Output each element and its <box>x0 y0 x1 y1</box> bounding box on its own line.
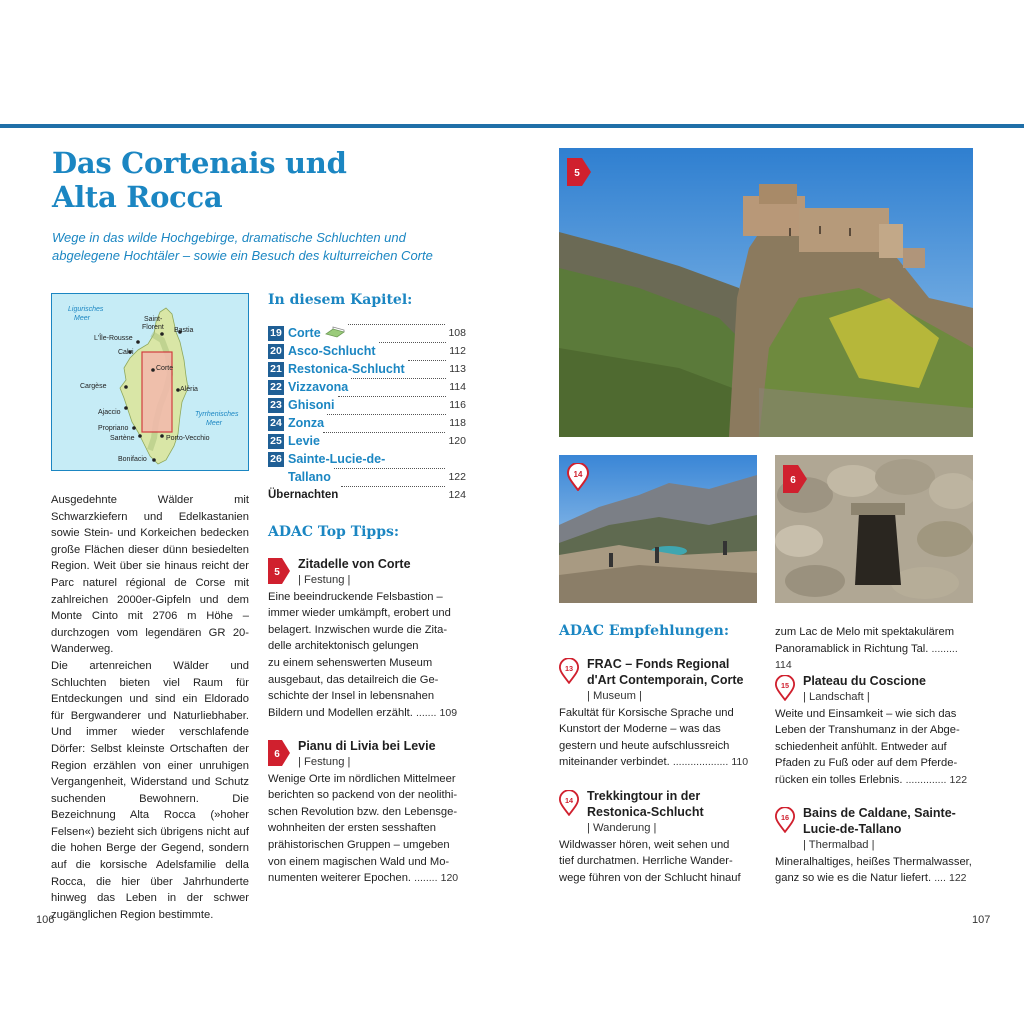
toc-page: 113 <box>449 363 466 375</box>
toc-name: Corte <box>288 326 321 340</box>
toc-number: 19 <box>268 326 284 341</box>
empfehlung <box>775 805 973 887</box>
map-label-porto-vecchio: Porto-Vecchio <box>166 435 210 442</box>
svg-text:14: 14 <box>573 470 583 479</box>
empfehlungen-heading: ADAC Empfehlungen: <box>559 623 729 639</box>
svg-text:5: 5 <box>574 168 580 179</box>
map-label-cargese: Cargèse <box>80 383 107 390</box>
toc-name: Restonica-Schlucht <box>288 362 405 376</box>
chapter-title: Das Cortenais und Alta Rocca <box>52 146 347 214</box>
empfehlung-page: 122 <box>949 773 968 786</box>
top-tipps-heading: ADAC Top Tipps: <box>268 524 400 540</box>
tipp-category: | Festung | <box>298 574 351 586</box>
toc-name: Asco-Schlucht <box>288 344 376 358</box>
tipp-text: Wenige Orte im nördlichen Mittelmeer berichten so packend von der neolithi- schen Revolution bzw. den Lebensge- wohnheiten der ersten sesshaften prähistorischen Gruppen – umgeben von einem magischen Wald und Mo- numenten weiterer Epochen. ........ 120 <box>268 772 459 885</box>
toc-name: Zonza <box>288 416 325 430</box>
map-label-saint: Saint- <box>144 316 163 323</box>
empfehlung-continued <box>775 624 973 674</box>
empfehlung-text: Wildwasser hören, weit sehen und tief durchatmen. Herrliche Wander- wege führen von der Schlucht hinauf <box>559 838 741 884</box>
empfehlung-title: Plateau du Coscione <box>803 674 926 688</box>
toc-name: Tallano <box>288 470 331 484</box>
svg-text:13: 13 <box>564 664 574 673</box>
map-label-ligurian-sea-1: Ligurisches <box>68 306 104 313</box>
top-tipp <box>268 738 466 887</box>
map-label-ile-rousse: L'Île-Rousse <box>94 335 133 342</box>
map-book-icon <box>325 326 345 338</box>
svg-text:15: 15 <box>780 681 790 690</box>
photo-badge-icon <box>783 465 807 493</box>
toc-heading: In diesem Kapitel: <box>268 292 413 308</box>
toc-item[interactable] <box>268 432 466 450</box>
chapter-toc <box>268 324 466 504</box>
empfehlung-page: 122 <box>948 872 967 885</box>
toc-item[interactable] <box>268 450 466 468</box>
map-label-aleria: Aléria <box>180 386 198 393</box>
toc-name: Übernachten <box>268 489 339 501</box>
photo-citadel-corte <box>559 148 973 437</box>
top-tipp <box>268 556 466 721</box>
map-label-calvi: Calvi <box>118 349 134 356</box>
map-label-ajaccio: Ajaccio <box>98 409 121 416</box>
toc-item-overnight[interactable] <box>268 486 466 504</box>
photo-badge-icon <box>567 158 591 186</box>
map-pin-icon <box>559 790 579 816</box>
map-label-sartene: Sartène <box>110 435 135 442</box>
toc-number: 23 <box>268 398 284 413</box>
top-tipp-badge-icon <box>268 740 290 766</box>
page-number-left: 106 <box>36 914 55 926</box>
map-pin-icon <box>567 463 589 491</box>
empfehlung-title: Trekkingtour in der <box>587 789 701 803</box>
toc-page: 112 <box>449 345 466 357</box>
toc-number: 26 <box>268 452 284 467</box>
empfehlung-page: 114 <box>775 659 792 672</box>
photo-pianu-di-livia <box>775 455 973 603</box>
toc-item[interactable] <box>268 414 466 432</box>
map-label-propriano: Propriano <box>98 425 129 432</box>
tipp-title: Pianu di Livia bei Levie <box>298 739 436 753</box>
empfehlung-category: | Thermalbad | <box>803 839 875 851</box>
tipp-page: 120 <box>440 872 459 885</box>
map-label-ligurian-sea-2: Meer <box>74 315 90 322</box>
empfehlung-title: FRAC – Fonds Regional <box>587 657 730 671</box>
header-rule <box>0 124 1024 128</box>
intro-text <box>51 492 249 923</box>
tipp-category: | Festung | <box>298 756 351 768</box>
toc-name: Levie <box>288 434 320 448</box>
toc-page: 122 <box>448 471 466 483</box>
tipp-text: Eine beeindruckende Felsbastion – immer wieder umkämpft, erobert und belagert. Inzwischen wurde die Zita- delle architektonisch gelungen zu einem sehenswerten Museum ausgebaut, das detailreich die Ge- schichte der Insel in lebensnahen Bildern und Modellen erzählt. ....... 109 <box>268 590 458 719</box>
map-label-bastia: Bastia <box>174 327 194 334</box>
tipp-page: 109 <box>439 706 458 719</box>
empfehlung-text: Mineralhaltiges, heißes Thermalwasser, ganz so wie es die Natur liefert. .... 122 <box>775 855 972 885</box>
empfehlung-category: | Landschaft | <box>803 691 870 703</box>
toc-number: 24 <box>268 416 284 431</box>
toc-number: 20 <box>268 344 284 359</box>
empfehlung-text: Fakultät für Korsische Sprache und Kunstort der Moderne – was das gestern und heute aufschlussreich miteinander verbindet. ................... 110 <box>559 706 749 769</box>
empfehlung-text: zum Lac de Melo mit spektakulärem Panoramablick in Richtung Tal. ......... 114 <box>775 626 958 672</box>
map-label-bonifacio: Bonifacio <box>118 456 147 463</box>
toc-page: 116 <box>449 399 466 411</box>
citadel-photo-graphic <box>559 148 973 437</box>
toc-item[interactable] <box>268 360 466 378</box>
toc-name: Vizzavona <box>288 380 349 394</box>
photo-restonica-trek <box>559 455 757 603</box>
intro-paragraph: Ausgedehnte Wälder mit Schwarzkiefern und Edelkastanien sowie Stein- und Korkeichen bedecken große Flächen dieser dünn besiedelten Region. Weit über sie hinaus reicht der Parc naturel régional de Corse mit zahlreichen 2000er-Gipfeln und dem Monte Cinto mit 2706 m Höhe – durchzogen vom legendären GR 20-Wanderweg. <box>51 494 249 656</box>
map-pin-icon <box>775 807 795 833</box>
svg-text:16: 16 <box>780 813 790 822</box>
empfehlung <box>559 656 757 771</box>
toc-item-continued[interactable] <box>268 468 466 486</box>
empfehlung-category: | Museum | <box>587 690 642 702</box>
toc-page: 114 <box>449 381 466 393</box>
toc-page: 124 <box>448 489 466 501</box>
svg-text:6: 6 <box>274 749 280 760</box>
toc-item[interactable] <box>268 396 466 414</box>
toc-name: Sainte-Lucie-de- <box>288 452 386 466</box>
page-number-right: 107 <box>972 914 991 926</box>
empfehlung-title: Bains de Caldane, Sainte- <box>803 806 956 820</box>
toc-item[interactable] <box>268 342 466 360</box>
map-label-tyrrhenian-sea-2: Meer <box>206 420 222 427</box>
toc-page: 120 <box>448 435 466 447</box>
toc-page: 108 <box>448 327 466 339</box>
intro-paragraph: Die artenreichen Wälder und Schluchten bieten viel Raum für Entdeckungen und sind ein Eldorado für Bergwanderer und Naturliebhaber. Und immer wieder verschlafende Dörfer: Selbst kleinste Ortschaften der Region erzählen von einer unruhigen Vergangenheit, Widerstand und Schutz suchenden Bewohnern. Die Bezeichnung Alta Rocca (»hoher Felsen«) bezieht sich übrigens nicht auf die hohen Berge der Gegend, sondern auf die korsische Adelsfamilie della Rocca, die hier über Jahrhunderte hinweg das Leben in der schwer zugänglichen Region bestimmte. <box>51 659 249 921</box>
map-pin-icon <box>559 658 579 684</box>
toc-page: 118 <box>449 417 466 429</box>
svg-text:5: 5 <box>274 567 280 578</box>
empfehlung-title: Restonica-Schlucht <box>587 805 704 819</box>
empfehlung-text: Weite und Einsamkeit – wie sich das Leben der Transhumanz in der Abge- schiedenheit anfühlt. Entweder auf Pfaden zu Fuß oder auf dem Pferde- rücken ein tolles Erlebnis. .............. 122 <box>775 707 968 786</box>
map-label-corte: Corte <box>156 365 174 372</box>
empfehlung <box>775 673 973 789</box>
map-pin-icon <box>775 675 795 701</box>
top-tipp-badge-icon <box>268 558 290 584</box>
map-label-tyrrhenian-sea-1: Tyrrhenisches <box>195 411 239 418</box>
empfehlung-category: | Wanderung | <box>587 822 657 834</box>
empfehlung-title: Lucie-de-Tallano <box>803 822 902 836</box>
empfehlung-title: d'Art Contemporain, Corte <box>587 673 744 687</box>
empfehlung-page: 110 <box>731 756 749 769</box>
corsica-map <box>51 293 249 471</box>
toc-number: 22 <box>268 380 284 395</box>
empfehlung <box>559 788 757 886</box>
toc-item[interactable] <box>268 378 466 396</box>
toc-number: 21 <box>268 362 284 377</box>
toc-name: Ghisoni <box>288 398 335 412</box>
toc-number: 25 <box>268 434 284 449</box>
tipp-title: Zitadelle von Corte <box>298 557 411 571</box>
svg-text:14: 14 <box>564 796 574 805</box>
chapter-subtitle: Wege in das wilde Hochgebirge, dramatische Schluchten und abgelegene Hochtäler – sowie ein Besuch des kulturreichen Corte <box>52 230 433 263</box>
svg-text:6: 6 <box>790 475 796 486</box>
toc-item[interactable] <box>268 324 466 342</box>
map-label-florent: Florent <box>142 324 164 331</box>
